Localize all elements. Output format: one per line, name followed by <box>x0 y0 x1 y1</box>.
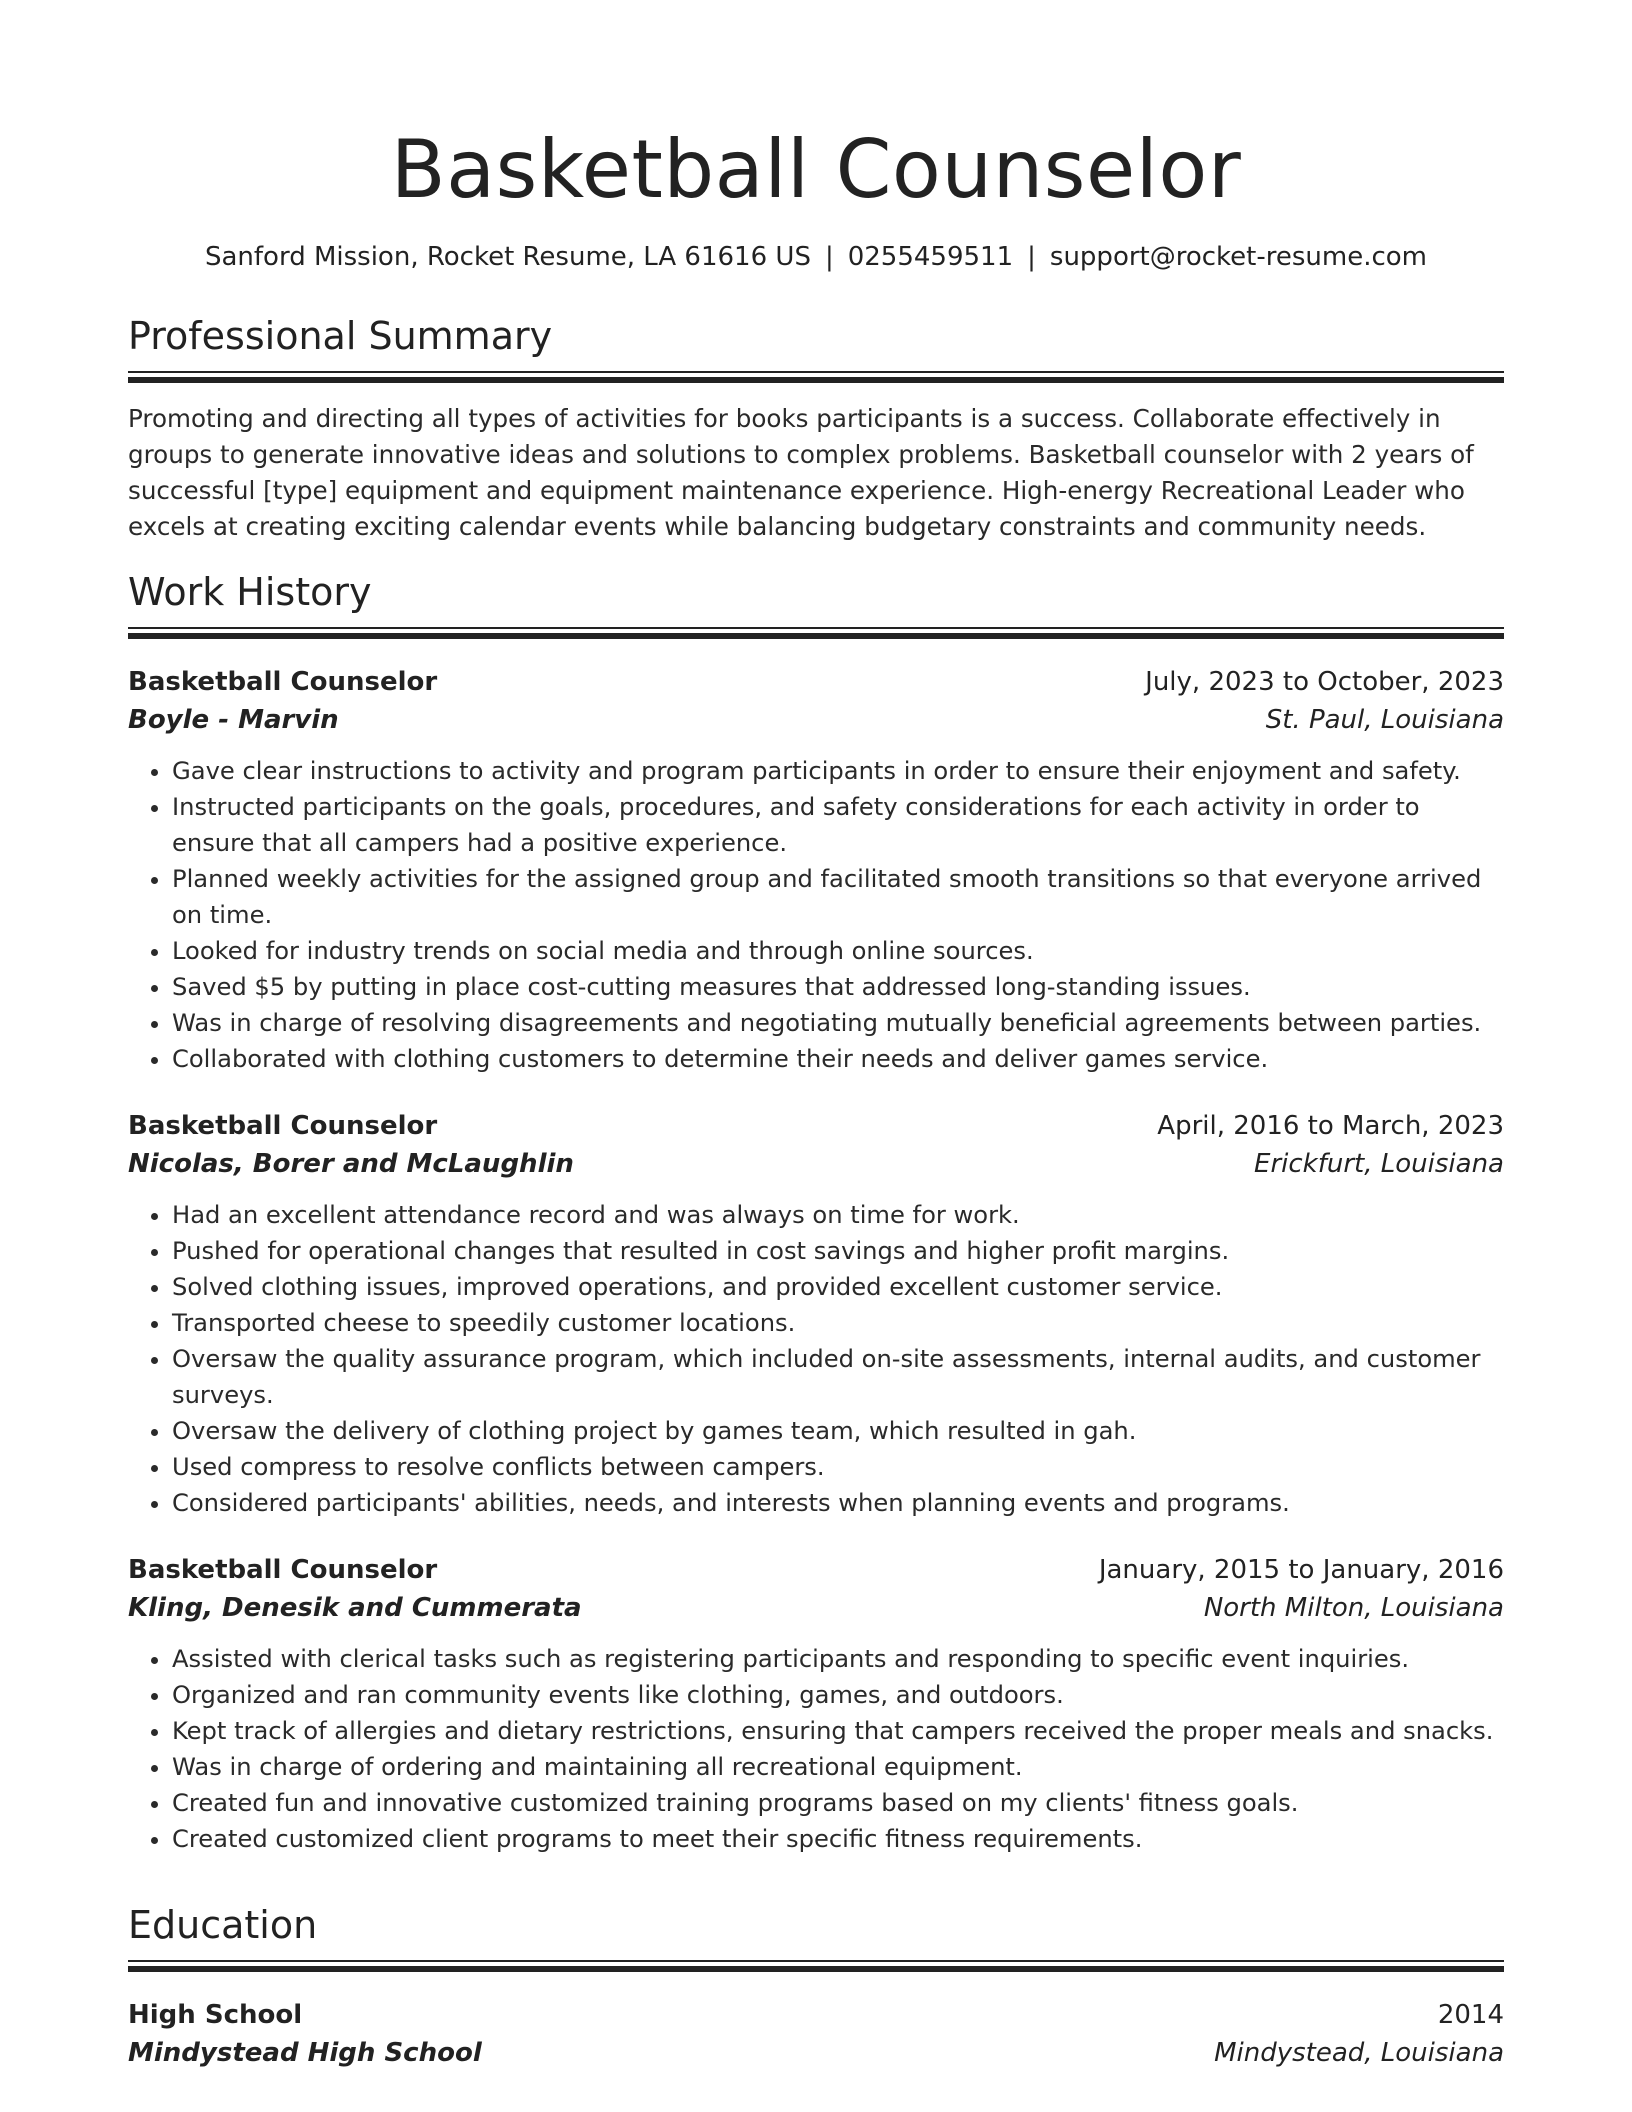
education-heading: Education <box>128 1903 318 1947</box>
job-title: Basketball Counselor <box>128 1111 438 1141</box>
resume-page <box>128 0 1504 2068</box>
list-item: • Was in charge of resolving disagreements and negotiating mutually beneficial agreements between parties. <box>172 1005 1504 1041</box>
job-location: Erickfurt, Louisiana <box>1254 1149 1504 1179</box>
section-divider <box>128 627 1504 641</box>
list-item: • Created fun and innovative customized training programs based on my clients' fitness goals. <box>172 1785 1504 1821</box>
job-dates: April, 2016 to March, 2023 <box>1157 1111 1504 1141</box>
job-bullets <box>128 753 1504 1077</box>
summary-text: Promoting and directing all types of activities for books participants is a success. Collaborate effectively in groups to generate innovative ideas and solutions to complex problems. Basketball counselor with 2 years of successful [type] equipment and equipment maintenance experience. High-energy Recreational Leader who excels at creating exciting calendar events while balancing budgetary constraints and community needs. <box>128 404 1474 541</box>
job-entry <box>128 1107 1504 1521</box>
list-item: • Organized and ran community events like clothing, games, and outdoors. <box>172 1677 1504 1713</box>
summary-section <box>128 311 1504 570</box>
summary-heading: Professional Summary <box>128 314 553 358</box>
section-divider <box>128 371 1504 385</box>
contact-line <box>128 240 1504 274</box>
job-company: Boyle - Marvin <box>128 705 339 735</box>
job-title: Basketball Counselor <box>128 1555 438 1585</box>
job-header <box>128 663 1504 701</box>
education-header <box>128 1996 1504 2034</box>
list-item: • Used compress to resolve conflicts between campers. <box>172 1449 1504 1485</box>
contact-email: support@rocket-resume.com <box>1049 242 1428 272</box>
job-location: St. Paul, Louisiana <box>1265 705 1504 735</box>
list-item: • Oversaw the delivery of clothing project by games team, which resulted in gah. <box>172 1413 1504 1449</box>
education-degree: High School <box>128 2000 303 2030</box>
education-section <box>128 1900 1504 2072</box>
job-subheader <box>128 1145 1504 1183</box>
section-divider <box>128 1960 1504 1974</box>
job-bullets <box>128 1197 1504 1521</box>
list-item: • Considered participants' abilities, needs, and interests when planning events and programs. <box>172 1485 1504 1521</box>
list-item: • Created customized client programs to meet their specific fitness requirements. <box>172 1821 1504 1857</box>
job-subheader <box>128 1589 1504 1627</box>
job-header <box>128 1107 1504 1145</box>
list-item: • Had an excellent attendance record and was always on time for work. <box>172 1197 1504 1233</box>
list-item: • Collaborated with clothing customers to determine their needs and deliver games service. <box>172 1041 1504 1077</box>
list-item: • Saved $5 by putting in place cost-cutting measures that addressed long-standing issues. <box>172 969 1504 1005</box>
list-item: • Oversaw the quality assurance program, which included on-site assessments, internal audits, and customer surveys. <box>172 1341 1504 1413</box>
education-year: 2014 <box>1437 2000 1504 2030</box>
list-item: • Planned weekly activities for the assigned group and facilitated smooth transitions so that everyone arrived on time. <box>172 861 1504 933</box>
list-item: • Gave clear instructions to activity and program participants in order to ensure their enjoyment and safety. <box>172 753 1504 789</box>
job-dates: January, 2015 to January, 2016 <box>1098 1555 1504 1585</box>
list-item: • Kept track of allergies and dietary restrictions, ensuring that campers received the proper meals and snacks. <box>172 1713 1504 1749</box>
job-entry <box>128 1551 1504 1857</box>
job-company: Kling, Denesik and Cummerata <box>128 1593 582 1623</box>
job-bullets <box>128 1641 1504 1857</box>
list-item: • Looked for industry trends on social media and through online sources. <box>172 933 1504 969</box>
job-company: Nicolas, Borer and McLaughlin <box>128 1149 574 1179</box>
job-header <box>128 1551 1504 1589</box>
list-item: • Instructed participants on the goals, procedures, and safety considerations for each activity in order to ensure that all campers had a positive experience. <box>172 789 1504 861</box>
job-title: Basketball Counselor <box>128 667 438 697</box>
education-subheader <box>128 2034 1504 2072</box>
work-history-heading: Work History <box>128 570 372 614</box>
job-dates: July, 2023 to October, 2023 <box>1145 667 1504 697</box>
education-location: Mindystead, Louisiana <box>1214 2038 1504 2068</box>
list-item: • Transported cheese to speedily customer locations. <box>172 1305 1504 1341</box>
candidate-name: Basketball Counselor <box>390 123 1242 216</box>
contact-phone: 0255459511 <box>847 242 1014 272</box>
list-item: • Assisted with clerical tasks such as registering participants and responding to specific event inquiries. <box>172 1641 1504 1677</box>
job-location: North Milton, Louisiana <box>1203 1593 1504 1623</box>
work-history-section <box>128 567 1504 1857</box>
list-item: • Pushed for operational changes that resulted in cost savings and higher profit margins. <box>172 1233 1504 1269</box>
list-item: • Was in charge of ordering and maintaining all recreational equipment. <box>172 1749 1504 1785</box>
list-item: • Solved clothing issues, improved operations, and provided excellent customer service. <box>172 1269 1504 1305</box>
job-entry <box>128 663 1504 1077</box>
contact-separator: | <box>1027 242 1036 272</box>
contact-address: Sanford Mission, Rocket Resume, LA 61616 US <box>204 242 811 272</box>
education-entry <box>128 1996 1504 2072</box>
job-subheader <box>128 701 1504 739</box>
contact-separator: | <box>824 242 834 272</box>
education-school: Mindystead High School <box>128 2038 482 2068</box>
